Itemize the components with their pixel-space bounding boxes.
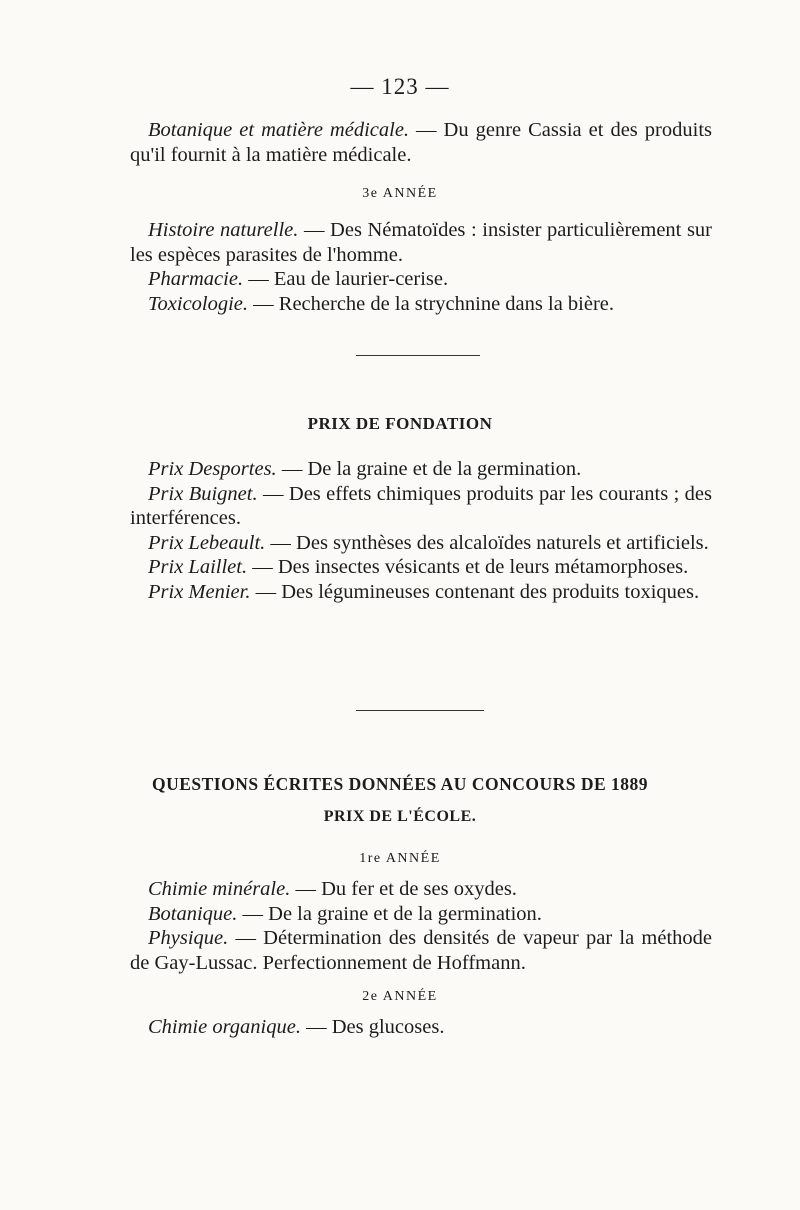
entry-text: — Recherche de la strychnine dans la bière. bbox=[248, 292, 615, 315]
entry-text: — Eau de laurier-cerise. bbox=[243, 268, 449, 290]
entry-toxicologie bbox=[130, 292, 712, 317]
section-divider bbox=[356, 710, 484, 711]
entry-text: — Détermination des densités de vapeur par la méthode de Gay-Lussac. Perfectionnement de Hoffmann. bbox=[130, 927, 712, 974]
entry-text: — Des insectes vésicants et de leurs métamorphoses. bbox=[247, 556, 689, 578]
entry-prix-lebeault bbox=[130, 531, 712, 556]
entry-prix-laillet bbox=[130, 555, 712, 580]
entry-subject: Botanique et matière médicale. bbox=[148, 119, 410, 141]
entry-text: — Des glucoses. bbox=[300, 1016, 445, 1038]
page-number: — 123 — bbox=[350, 74, 450, 99]
top-section bbox=[130, 118, 712, 167]
entry-text: — De la graine et de la germination. bbox=[276, 458, 582, 480]
entry-prix-desportes bbox=[130, 457, 712, 482]
entry-subject: Chimie minérale. bbox=[148, 878, 291, 900]
prix-fondation-section bbox=[130, 457, 712, 604]
entry-histoire-naturelle bbox=[130, 218, 712, 267]
prix-fondation-heading: PRIX DE FONDATION bbox=[307, 414, 493, 433]
entry-prix-buignet bbox=[130, 482, 712, 531]
entry-botanique-matiere-medicale bbox=[130, 118, 712, 167]
entry-prix-menier bbox=[130, 580, 712, 605]
entry-subject: Prix Laillet. bbox=[148, 556, 248, 578]
entry-text: — Du genre Cassia et des produits qu'il fournit à la matière médicale. bbox=[130, 119, 712, 166]
year3-section bbox=[130, 218, 712, 316]
year1-section bbox=[130, 877, 712, 975]
entry-text: — Des synthèses des alcaloïdes naturels et artificiels. bbox=[265, 531, 709, 554]
year3-heading: 3e ANNÉE bbox=[362, 186, 438, 201]
entry-subject: Prix Lebeault. bbox=[148, 531, 266, 554]
year2-heading: 2e ANNÉE bbox=[362, 989, 438, 1004]
entry-subject: Toxicologie. bbox=[148, 292, 249, 315]
entry-subject: Physique. bbox=[148, 927, 229, 949]
year1-heading: 1re ANNÉE bbox=[359, 851, 441, 866]
entry-botanique bbox=[130, 902, 712, 927]
entry-text: — Des légumineuses contenant des produits toxiques. bbox=[250, 580, 700, 603]
section-divider bbox=[356, 355, 480, 356]
year2-section bbox=[130, 1015, 712, 1040]
questions-subheading: PRIX DE L'ÉCOLE. bbox=[323, 808, 477, 825]
entry-subject: Pharmacie. bbox=[148, 268, 244, 290]
entry-subject: Prix Menier. bbox=[148, 580, 251, 603]
entry-text: — Des effets chimiques produits par les courants ; des interférences. bbox=[130, 482, 712, 529]
entry-pharmacie bbox=[130, 267, 712, 292]
entry-subject: Histoire naturelle. bbox=[148, 219, 299, 241]
entry-chimie-organique bbox=[130, 1015, 712, 1040]
entry-subject: Chimie organique. bbox=[148, 1016, 301, 1038]
questions-heading: QUESTIONS ÉCRITES DONNÉES AU CONCOURS DE 1889 bbox=[151, 774, 649, 794]
entry-chimie-minerale bbox=[130, 877, 712, 902]
entry-text: — Des Nématoïdes : insister particulièrement sur les espèces parasites de l'homme. bbox=[130, 219, 712, 266]
entry-subject: Botanique. bbox=[148, 902, 238, 925]
entry-text: — Du fer et de ses oxydes. bbox=[290, 878, 517, 900]
entry-subject: Prix Desportes. bbox=[148, 458, 277, 480]
entry-text: — De la graine et de la germination. bbox=[237, 902, 542, 925]
entry-physique bbox=[130, 926, 712, 975]
entry-subject: Prix Buignet. bbox=[148, 482, 258, 505]
